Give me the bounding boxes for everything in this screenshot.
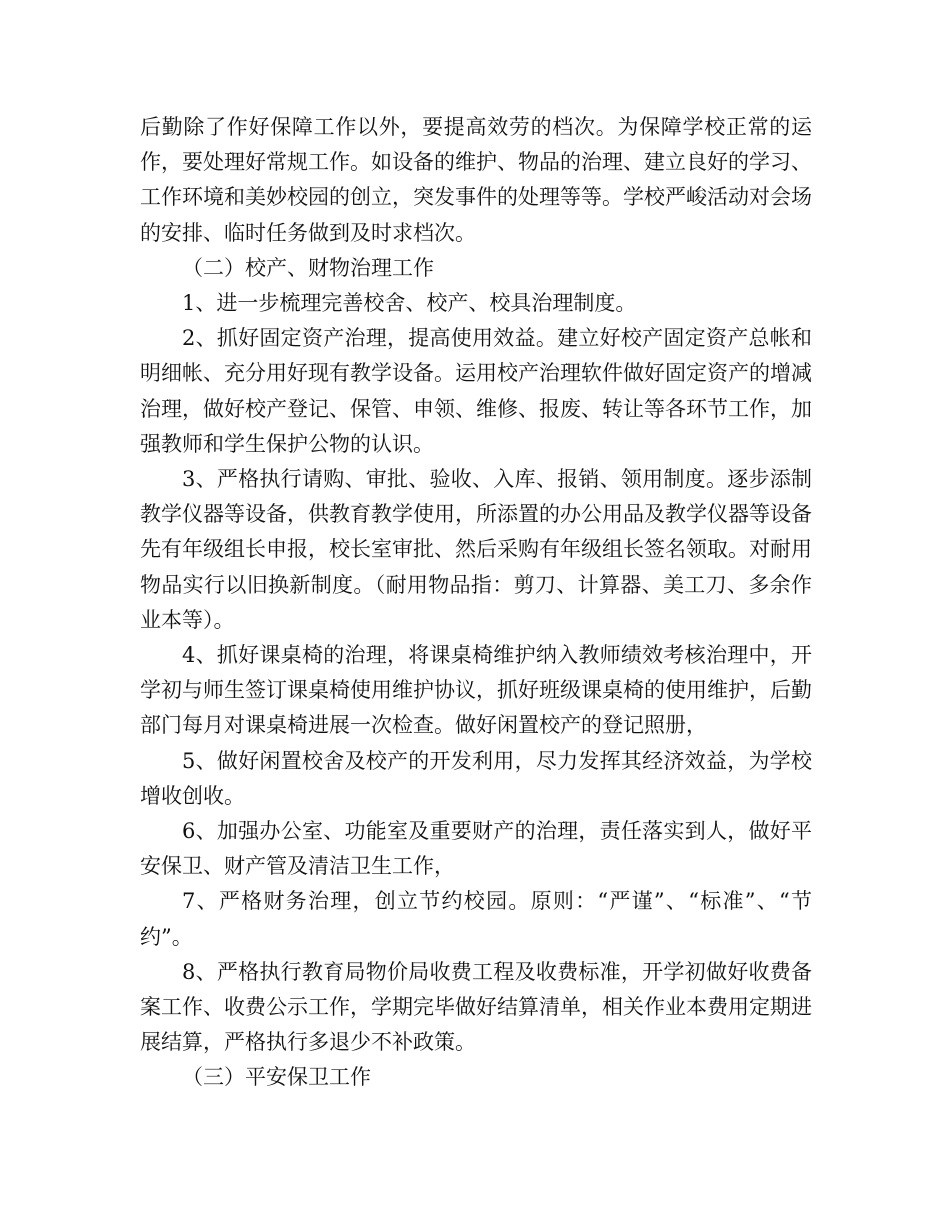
paragraph-item-8: 8、严格执行教育局物价局收费工程及收费标准，开学初做好收费备案工作、收费公示工作，学期完毕做好结算清单，相关作业本费用定期进展结算，严格执行多退少不补政策。 [140,959,812,1055]
paragraph-item-5: 5、做好闲置校舍及校产的开发利用，尽力发挥其经济效益，为学校增收创收。 [140,748,812,808]
section-heading-3: （三）平安保卫工作 [182,1065,371,1090]
paragraph-intro: 后勤除了作好保障工作以外，要提高效劳的档次。为保障学校正常的运作，要处理好常规工作。如设备的维护、物品的治理、建立良好的学习、工作环境和美妙校园的创立，突发事件的处理等等。学校严峻活动对会场的安排、临时任务做到及时求档次。 [140,115,812,245]
paragraph-item-7: 7、严格财务治理，创立节约校园。原则：“严谨”、“标准”、“节约”。 [140,889,812,949]
section-heading-2: （二）校产、财物治理工作 [182,255,434,280]
paragraph-item-1: 1、进一步梳理完善校舍、校产、校具治理制度。 [182,291,637,316]
paragraph-item-4: 4、抓好课桌椅的治理，将课桌椅维护纳入教师绩效考核治理中，开学初与师生签订课桌椅使用维护协议，抓好班级课桌椅的使用维护，后勤部门每月对课桌椅进展一次检查。做好闲置校产的登记照册， [140,643,812,738]
document-body [140,110,812,1096]
paragraph-item-6: 6、加强办公室、功能室及重要财产的治理，责任落实到人，做好平安保卫、财产管及清洁卫生工作， [140,819,812,879]
paragraph-item-3: 3、严格执行请购、审批、验收、入库、报销、领用制度。逐步添制教学仪器等设备，供教育教学使用，所添置的办公用品及教学仪器等设备先有年级组长申报，校长室审批、然后采购有年级组长签名领取。对耐用物品实行以旧换新制度。（耐用物品指：剪刀、计算器、美工刀、多余作业本等）。 [140,467,812,632]
paragraph-item-2: 2、抓好固定资产治理，提高使用效益。建立好校产固定资产总帐和明细帐、充分用好现有教学设备。运用校产治理软件做好固定资产的增减治理，做好校产登记、保管、申领、维修、报废、转让等各环节工作，加强教师和学生保护公物的认识。 [140,326,812,456]
